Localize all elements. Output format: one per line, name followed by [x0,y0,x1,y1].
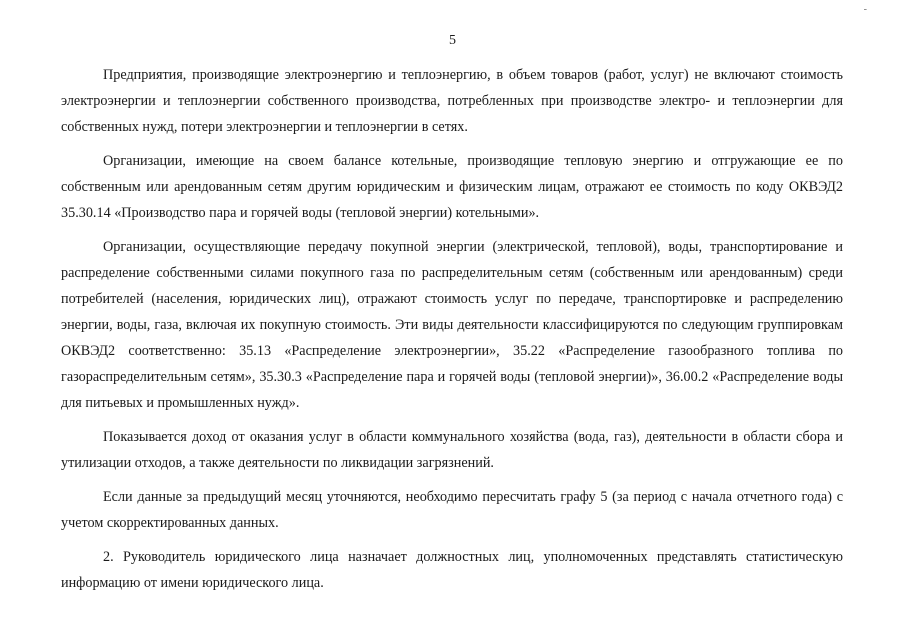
page-number: 5 [449,33,456,48]
paragraph-distribution-organizations: Организации, осуществляющие передачу покупной энергии (электрической, тепловой), воды, транспортирование и распределение собственными силами покупного газа по распределительным сетям (собственным или арендованным) среди потребителей (населения, юридических лиц), отражают стоимость услуг по передаче, транспортировке и распределению энергии, воды, газа, включая их покупную стоимость. Эти виды деятельности классифицируются по следующим группировкам ОКВЭД2 соответственно: 35.13 «Распределение электроэнергии», 35.22 «Распределение газообразного топлива по газораспределительным сетям», 35.30.3 «Распределение пара и горячей воды (тепловой энергии)», 36.00.2 «Распределение воды для питьевых и промышленных нужд». [61,239,843,411]
document-body [61,62,843,604]
corner-mark: - [863,4,867,15]
paragraph-responsible-persons: 2. Руководитель юридического лица назначает должностных лиц, уполномоченных представлять статистическую информацию от имени юридического лица. [61,549,843,591]
paragraph-energy-producers: Предприятия, производящие электроэнергию и теплоэнергию, в объем товаров (работ, услуг) не включают стоимость электроэнергии и теплоэнергии собственного производства, потребленных при производстве электро- и теплоэнергии для собственных нужд, потери электроэнергии и теплоэнергии в сетях. [61,67,843,135]
paragraph-boiler-organizations: Организации, имеющие на своем балансе котельные, производящие тепловую энергию и отгружающие ее по собственным или арендованным сетям другим юридическим и физическим лицам, отражают ее стоимость по коду ОКВЭД2 35.30.14 «Производство пара и горячей воды (тепловой энергии) котельными». [61,153,843,221]
paragraph-utility-services: Показывается доход от оказания услуг в области коммунального хозяйства (вода, газ), деятельности в области сбора и утилизации отходов, а также деятельности по ликвидации загрязнений. [61,429,843,471]
paragraph-data-correction: Если данные за предыдущий месяц уточняются, необходимо пересчитать графу 5 (за период с начала отчетного года) с учетом скорректированных данных. [61,489,843,531]
